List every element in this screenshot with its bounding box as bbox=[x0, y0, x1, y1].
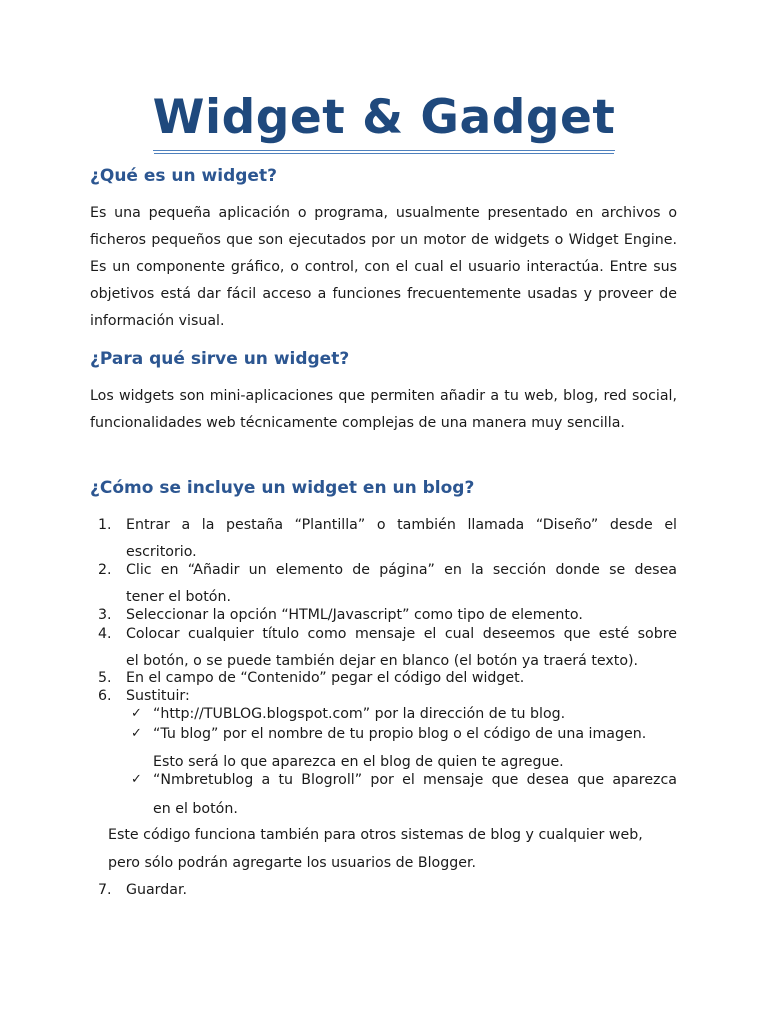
substep-text: “http://TUBLOG.blogspot.com” por la dirección de tu blog. bbox=[153, 706, 566, 722]
step-text: Clic en “Añadir un elemento de página” en la sección donde se desea bbox=[126, 562, 677, 578]
step-text: Colocar cualquier título como mensaje el cual deseemos que esté sobre bbox=[126, 626, 677, 642]
step-number: 5. bbox=[98, 670, 112, 686]
document-title: Widget & Gadget bbox=[0, 88, 768, 151]
step-number: 4. bbox=[98, 626, 112, 642]
check-mark-icon: ✓ bbox=[131, 706, 142, 721]
step-number: 3. bbox=[98, 607, 112, 623]
step-text: el botón, o se puede también dejar en blanco (el botón ya traerá texto). bbox=[126, 653, 639, 669]
note-text: Este código funciona también para otros sistemas de blog y cualquier web, bbox=[108, 827, 643, 843]
substep-text: Esto será lo que aparezca en el blog de quien te agregue. bbox=[153, 754, 564, 770]
paragraph-para-que: Los widgets son mini-aplicaciones que permiten añadir a tu web, blog, red social, funcionalidades web técnicamente complejas de una manera muy sencilla. bbox=[90, 388, 677, 431]
check-mark-icon: ✓ bbox=[131, 772, 142, 787]
step-text: Entrar a la pestaña “Plantilla” o también llamada “Diseño” desde el bbox=[126, 517, 677, 533]
step-number: 2. bbox=[98, 562, 112, 578]
paragraph-que-es: Es una pequeña aplicación o programa, usualmente presentado en archivos o ficheros pequeños que son ejecutados por un motor de widgets o Widget Engine. Es un componente gráfico, o control, con el cual el usuario interactúa. Entre sus objetivos está dar fácil acceso a funciones frecuentemente usadas y proveer de información visual. bbox=[90, 205, 677, 329]
heading-que-es: ¿Qué es un widget? bbox=[90, 166, 277, 186]
step-text: Seleccionar la opción “HTML/Javascript” como tipo de elemento. bbox=[126, 607, 583, 623]
heading-como-se-incluye: ¿Cómo se incluye un widget en un blog? bbox=[90, 478, 475, 498]
step-text: tener el botón. bbox=[126, 589, 231, 605]
step-number: 7. bbox=[98, 882, 112, 898]
check-mark-icon: ✓ bbox=[131, 726, 142, 741]
step-text: escritorio. bbox=[126, 544, 197, 560]
substep-text: “Tu blog” por el nombre de tu propio blog o el código de una imagen. bbox=[153, 726, 647, 742]
step-number: 1. bbox=[98, 517, 112, 533]
heading-para-que: ¿Para qué sirve un widget? bbox=[90, 349, 350, 369]
substep-text: “Nmbretublog a tu Blogroll” por el mensaje que desea que aparezca bbox=[153, 772, 677, 788]
substep-text: en el botón. bbox=[153, 801, 238, 817]
note-text: pero sólo podrán agregarte los usuarios de Blogger. bbox=[108, 855, 476, 871]
step-number: 6. bbox=[98, 688, 112, 704]
step-text: Guardar. bbox=[126, 882, 188, 898]
step-text: En el campo de “Contenido” pegar el código del widget. bbox=[126, 670, 525, 686]
step-text: Sustituir: bbox=[126, 688, 190, 704]
